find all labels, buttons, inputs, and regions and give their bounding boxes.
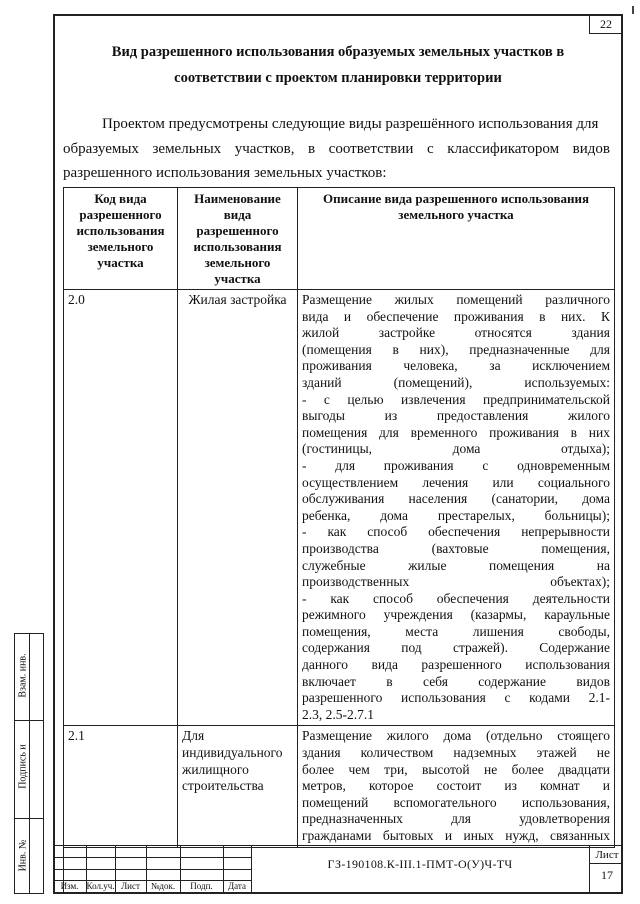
description-line: - с целью извлечения предпринимательской — [302, 391, 610, 407]
description-line: (гостиницы, дома отдыха); — [302, 441, 610, 457]
stamp-label-sheet: Лист — [121, 881, 140, 891]
description-line: производства (вахтовые помещения, — [302, 540, 610, 556]
description-line: гражданами бытовых и иных нужд, связанных — [302, 828, 610, 843]
description-line: зданий (помещений), используемых: — [302, 374, 610, 390]
side-stamp — [14, 633, 44, 894]
stamp-row-line-2 — [53, 869, 251, 870]
section-title-line-1: Вид разрешенного использования образуемых земельных участков в — [111, 44, 565, 60]
table-row — [64, 290, 615, 726]
sheet-number-box — [589, 15, 622, 34]
description-line: помещения, места лишения свободы, — [302, 623, 610, 639]
description-line: выгоды из предоставления жилого — [302, 408, 610, 424]
description-line: 2.3, 2.5-2.7.1 — [302, 706, 374, 722]
description-line: вида и обеспечение проживания в них. К — [302, 308, 610, 324]
side-label-signature: Подпись и — [17, 744, 29, 789]
description-line: осуществлением лечения или социального — [302, 474, 610, 490]
description-line: здания количеством надземных этажей не — [302, 745, 610, 761]
cell-name: Для индивидуального жилищного строительства — [178, 726, 298, 847]
side-label-inventory: Инв. № — [17, 839, 29, 872]
section-title-line-2: соответствии с проектом планировки территории — [174, 70, 502, 86]
document-code: ГЗ-190108.К-III.1-ПМТ-О(У)Ч-ТЧ — [327, 857, 513, 871]
description-line: Размещение жилых помещений различного — [302, 292, 610, 307]
description-line: содержания под стражей). Содержание — [302, 640, 610, 656]
side-label-replace: Взам. инв. — [17, 653, 29, 698]
description-line: - как способ обеспечения непрерывности — [302, 524, 610, 540]
side-divider-v — [29, 634, 30, 893]
header-description: Описание вида разрешенного использования земельного участка — [298, 188, 615, 290]
header-code: Код вида разрешенного использования земельного участка — [64, 188, 178, 290]
intro-line-2: образуемых земельных участков, в соответствии с классификатором видов — [63, 141, 610, 157]
sheet-number: 22 — [600, 17, 612, 31]
cell-description — [298, 290, 615, 726]
side-divider-2 — [15, 818, 43, 819]
stamp-label-count: Кол.уч. — [86, 881, 115, 891]
description-line: проживания человека, за исключением — [302, 358, 610, 374]
description-line: помещений вспомогательного использования, — [302, 794, 610, 810]
description-line: метров, которое состоит из комнат и — [302, 778, 610, 794]
stamp-label-date: Дата — [228, 881, 246, 891]
description-line: включает в себя содержание видов — [302, 673, 610, 689]
description-line: - как способ обеспечения деятельности — [302, 590, 610, 606]
cell-code: 2.0 — [64, 290, 178, 726]
description-line: обслуживания населения (санатории, дома — [302, 491, 610, 507]
stamp-label-signature: Подп. — [190, 881, 213, 891]
sheet-value: 17 — [601, 868, 613, 882]
cell-name: Жилая застройка — [178, 290, 298, 726]
stamp-col-7 — [251, 845, 252, 894]
description-line: Размещение жилого дома (отдельно стоящего — [302, 728, 610, 744]
description-line: предназначенных для удовлетворения — [302, 811, 610, 827]
stamp-col-sheet — [589, 845, 590, 894]
description-line: - для проживания с одновременным — [302, 457, 610, 473]
stamp-label-docnum: №док. — [150, 881, 176, 891]
description-line: помещения для временного проживания в них — [302, 424, 610, 440]
table-header-row — [64, 188, 615, 290]
description-line: режимного учреждения (казармы, караульные — [302, 607, 610, 623]
intro-line-3: разрешенного использования земельных участков: — [63, 165, 387, 181]
cell-code: 2.1 — [64, 726, 178, 847]
cell-description — [298, 726, 615, 847]
table-row — [64, 726, 615, 847]
stamp-row-line-1 — [53, 857, 251, 858]
side-divider-1 — [15, 720, 43, 721]
description-line: производственных объектах); — [302, 574, 610, 590]
land-use-table — [63, 187, 615, 848]
sheet-label: Лист — [595, 849, 619, 861]
stamp-top-line — [53, 845, 623, 846]
stamp-label-change: Изм. — [60, 881, 79, 891]
stamp-sheet-divider — [589, 863, 623, 864]
description-line: данного вида разрешенного использования — [302, 657, 610, 673]
edge-mark — [632, 6, 634, 14]
description-line: служебные жилые помещения на — [302, 557, 610, 573]
table-body — [64, 290, 615, 848]
description-line: разрешенного использования с кодами 2.1- — [302, 690, 610, 706]
description-line: жилой застройке относятся здания — [302, 325, 610, 341]
header-name: Наименование вида разрешенного использования земельного участка — [178, 188, 298, 290]
description-line: (помещения в них), предназначенные для — [302, 341, 610, 357]
description-line: более чем три, высотой не более двадцати — [302, 761, 610, 777]
description-line: ребенка, дома престарелых, больницы); — [302, 507, 610, 523]
intro-line-1: Проектом предусмотрены следующие виды разрешённого использования для — [102, 116, 599, 132]
